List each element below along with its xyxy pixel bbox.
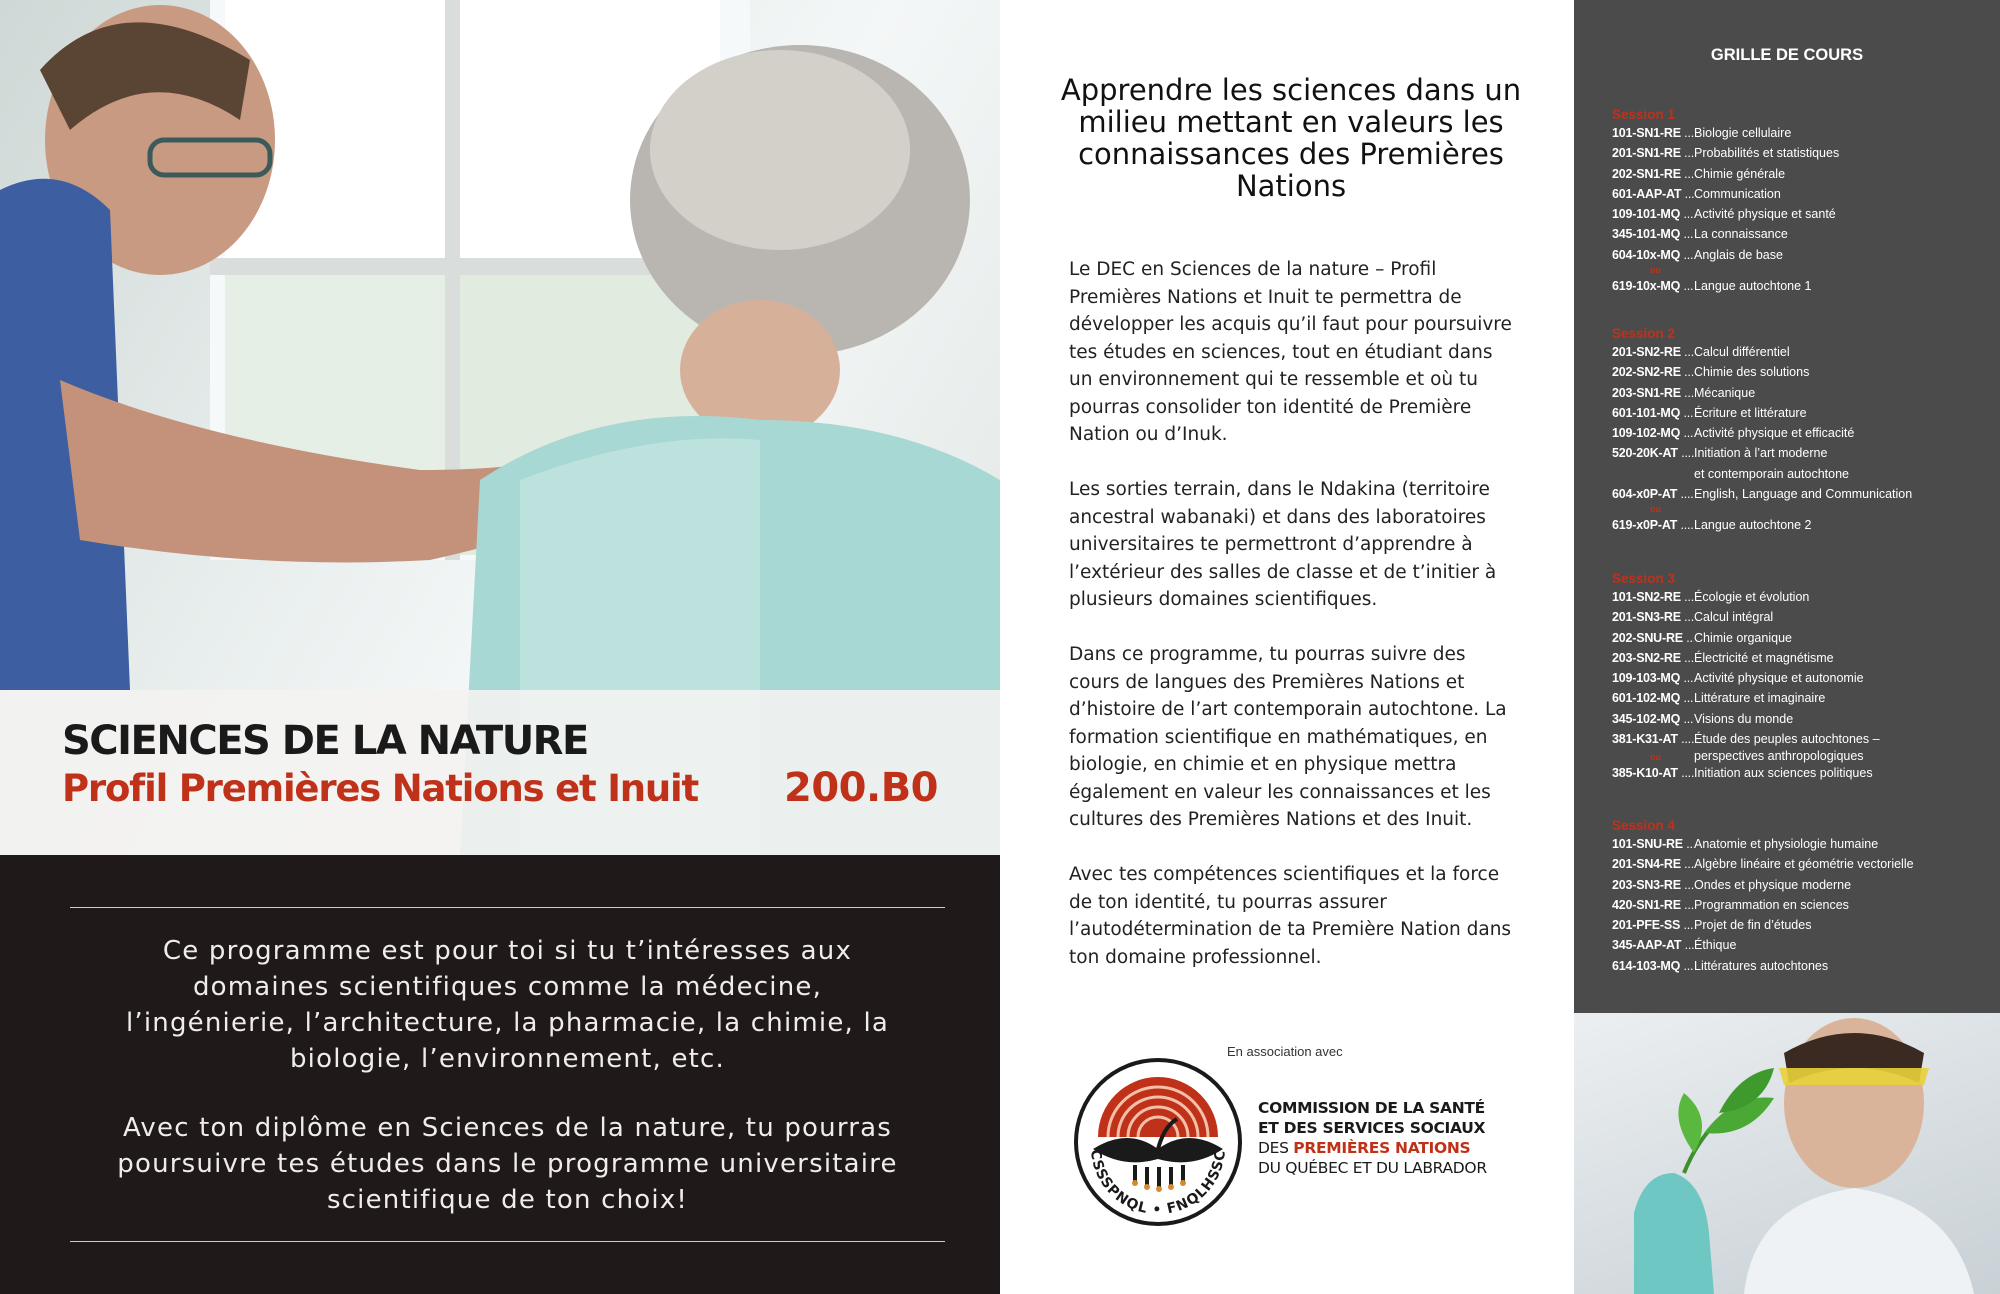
headline: Apprendre les sciences dans un milieu mettant en valeurs les connaissances des Premières Nations (1060, 73, 1522, 203)
org-line-3-highlight: PREMIÈRES NATIONS (1293, 1139, 1471, 1157)
course-name: Activité physique et santé (1694, 207, 1836, 222)
course-code: 201-SN1-RE ..... (1612, 143, 1694, 163)
body-paragraph: Avec tes compétences scientifiques et la force de ton identité, tu pourras assurer l’autodétermination de ta Première Nation dans ton domaine professionnel. (1069, 864, 1512, 968)
course-code: 381-K31-AT ..... (1612, 729, 1694, 749)
course-name: Littératures autochtones (1694, 958, 1829, 973)
course-code: 101-SN1-RE ..... (1612, 123, 1694, 143)
org-line-3-prefix: DES (1258, 1139, 1294, 1157)
course-code: 202-SN2-RE ..... (1612, 362, 1694, 382)
body-paragraph: Le DEC en Sciences de la nature – Profil Premières Nations et Inuit te permettra de développer les acquis qu’il faut pour poursuivre tes études en sciences, tout en étudiant dans un environnement qui te ressemble et où tu pourras consolider ton identité de Première Nation ou d’Inuk. (1069, 259, 1512, 445)
course-name: Initiation à l’art moderne (1694, 446, 1828, 461)
course-code: 601-101-MQ ..... (1612, 403, 1694, 423)
course-name: Littérature et imaginaire (1694, 691, 1826, 706)
course-code: 345-101-MQ ..... (1612, 224, 1694, 244)
grid-title: GRILLE DE COURS (1710, 46, 1864, 64)
course-code: 385-K10-AT ..... (1612, 763, 1694, 783)
svg-text:CSSSPNQL • FNQLHSSC (1087, 1149, 1229, 1218)
course-row (1612, 763, 1992, 783)
course-name: Visions du monde (1694, 711, 1794, 726)
course-code: 420-SN1-RE ..... (1612, 895, 1694, 915)
course-row (1612, 484, 1992, 504)
right-panel (1574, 0, 2000, 1294)
course-row (1612, 854, 1992, 874)
course-row (1612, 668, 1992, 688)
course-row (1612, 729, 1992, 749)
divider-bottom (70, 1241, 945, 1242)
course-code: 201-PFE-SS ..... (1612, 915, 1694, 935)
course-code: 201-SN2-RE ..... (1612, 342, 1694, 362)
course-name: Langue autochtone 2 (1694, 518, 1812, 533)
course-name: Éthique (1694, 938, 1737, 953)
course-code: 201-SN3-RE ..... (1612, 607, 1694, 627)
org-line-3 (1258, 1138, 1487, 1158)
session-2 (1612, 326, 1992, 536)
org-line-4: DU QUÉBEC ET DU LABRADOR (1258, 1159, 1487, 1177)
course-code: 202-SNU-RE ..... (1612, 628, 1694, 648)
course-code: 619-x0P-AT ..... (1612, 515, 1694, 535)
course-code: 601-102-MQ ..... (1612, 688, 1694, 708)
scientist-photo (1574, 1013, 2000, 1294)
course-name: Communication (1694, 186, 1781, 201)
course-row (1612, 184, 1992, 204)
course-name: Activité physique et efficacité (1694, 426, 1855, 441)
course-code: 203-SN2-RE ..... (1612, 648, 1694, 668)
intro-text: Ce programme est pour toi si tu t’intéresses aux domaines scientifiques comme la médecine, l’ingénierie, l’architecture, la pharmacie, la chimie, la biologie, l’environnement, etc. (125, 936, 890, 1074)
course-name: Projet de fin d’études (1694, 918, 1812, 933)
course-row (1612, 648, 1992, 668)
course-code: 201-SN4-RE ..... (1612, 854, 1694, 874)
course-name: Langue autochtone 1 (1694, 279, 1812, 294)
course-row (1612, 164, 1992, 184)
course-code: 345-102-MQ ..... (1612, 709, 1694, 729)
organization-name (1258, 1098, 1487, 1178)
course-name: Calcul différentiel (1694, 345, 1790, 359)
course-name: Électricité et magnétisme (1694, 650, 1834, 665)
course-code: 101-SNU-RE ..... (1612, 834, 1694, 854)
course-name: Chimie générale (1694, 166, 1786, 181)
course-row (1612, 143, 1992, 163)
course-row (1612, 956, 1992, 976)
or-label: ou (1650, 265, 1661, 276)
course-name: Biologie cellulaire (1694, 126, 1792, 140)
course-name: Anatomie et physiologie humaine (1694, 837, 1879, 851)
course-name: Calcul intégral (1694, 610, 1774, 625)
course-grid (1574, 0, 2000, 1013)
course-code: 109-101-MQ ..... (1612, 204, 1694, 224)
course-row (1612, 423, 1992, 443)
course-name: Étude des peuples autochtones – (1694, 732, 1880, 747)
course-row (1612, 607, 1992, 627)
org-line-1: COMMISSION DE LA SANTÉ (1258, 1099, 1485, 1117)
course-name: Écologie et évolution (1694, 590, 1810, 604)
course-name: Mécanique (1694, 385, 1756, 400)
course-row (1612, 403, 1992, 423)
session-1 (1612, 107, 1992, 296)
or-label: ou (1650, 752, 1661, 763)
divider-top (70, 907, 945, 908)
course-row (1612, 875, 1992, 895)
outcome-text: Avec ton diplôme en Sciences de la nature, tu pourras poursuivre tes études dans le programme universitaire scientifique de ton choix! (117, 1113, 898, 1215)
session-label: Session 1 (1612, 107, 1676, 122)
session-4 (1612, 818, 1992, 976)
course-code: 101-SN2-RE ..... (1612, 587, 1694, 607)
course-row (1612, 834, 1992, 854)
course-row (1612, 245, 1992, 265)
course-name: Probabilités et statistiques (1694, 146, 1840, 161)
course-name: Programmation en sciences (1694, 897, 1849, 912)
course-row (1612, 688, 1992, 708)
body-paragraph: Dans ce programme, tu pourras suivre des cours de langues des Premières Nations et d’histoire de l’art contemporain autochtone. La formation scientifique en mathématiques, en biologie, en chimie et en physique mettra également en valeur les connaissances et les cultures des Premières Nations et des Inuit. (1069, 644, 1507, 830)
course-name: Chimie des solutions (1694, 365, 1810, 380)
course-row (1612, 224, 1992, 244)
org-line-2: ET DES SERVICES SOCIAUX (1258, 1119, 1486, 1137)
course-code: 203-SN3-RE ..... (1612, 875, 1694, 895)
course-name: Anglais de base (1694, 247, 1783, 262)
course-name: Algèbre linéaire et géométrie vectorielle (1694, 857, 1914, 872)
course-row (1612, 935, 1992, 955)
course-row (1612, 204, 1992, 224)
middle-panel (1000, 0, 1574, 1294)
course-code: 614-103-MQ ..... (1612, 956, 1694, 976)
course-row (1612, 515, 1992, 535)
course-name: Initiation aux sciences politiques (1694, 766, 1873, 781)
scientist-illustration (1574, 1013, 2000, 1294)
course-code: 109-103-MQ ..... (1612, 668, 1694, 688)
course-code: 601-AAP-AT ..... (1612, 184, 1694, 204)
course-name: Chimie organique (1694, 630, 1792, 645)
body-paragraph: Les sorties terrain, dans le Ndakina (territoire ancestral wabanaki) et dans des laboratoires universitaires te permettront d’apprendre à l’extérieur des salles de classe et de t’initier à plusieurs domaines scientifiques. (1069, 479, 1497, 610)
course-code: 604-10x-MQ ..... (1612, 245, 1694, 265)
course-code: 202-SN1-RE ..... (1612, 164, 1694, 184)
program-code: 200.B0 (784, 765, 939, 811)
course-name-continued: perspectives anthropologiques (1694, 749, 1864, 764)
session-label: Session 2 (1612, 326, 1676, 341)
course-name: English, Language and Communication (1694, 487, 1913, 502)
course-row (1612, 587, 1992, 607)
session-label: Session 4 (1612, 818, 1676, 833)
course-code: 345-AAP-AT ..... (1612, 935, 1694, 955)
course-code: 520-20K-AT ..... (1612, 443, 1694, 463)
course-code: 604-x0P-AT ..... (1612, 484, 1694, 504)
course-name: Ondes et physique moderne (1694, 877, 1852, 892)
course-code: 619-10x-MQ ..... (1612, 276, 1694, 296)
course-row (1612, 895, 1992, 915)
course-row (1612, 443, 1992, 463)
course-name: Activité physique et autonomie (1694, 671, 1864, 686)
profile-title: Profil Premières Nations et Inuit (62, 767, 699, 810)
course-row (1612, 709, 1992, 729)
course-row (1612, 362, 1992, 382)
course-row (1612, 383, 1992, 403)
course-name: Écriture et littérature (1694, 405, 1807, 420)
course-code: 203-SN1-RE ..... (1612, 383, 1694, 403)
course-row (1612, 915, 1992, 935)
course-row (1612, 123, 1992, 143)
session-label: Session 3 (1612, 571, 1676, 586)
program-title: SCIENCES DE LA NATURE (62, 718, 588, 764)
association-label: En association avec (1227, 1044, 1343, 1059)
course-row (1612, 628, 1992, 648)
course-row (1612, 342, 1992, 362)
logo-ring-text (1073, 1057, 1243, 1227)
course-name-continued: et contemporain autochtone (1694, 466, 1849, 481)
logo-text: CSSSPNQL • FNQLHSSC (1086, 1148, 1230, 1219)
session-3 (1612, 571, 1992, 784)
course-row (1612, 276, 1992, 296)
or-label: ou (1650, 504, 1661, 515)
course-name: La connaissance (1694, 227, 1788, 242)
course-code: 109-102-MQ ..... (1612, 423, 1694, 443)
